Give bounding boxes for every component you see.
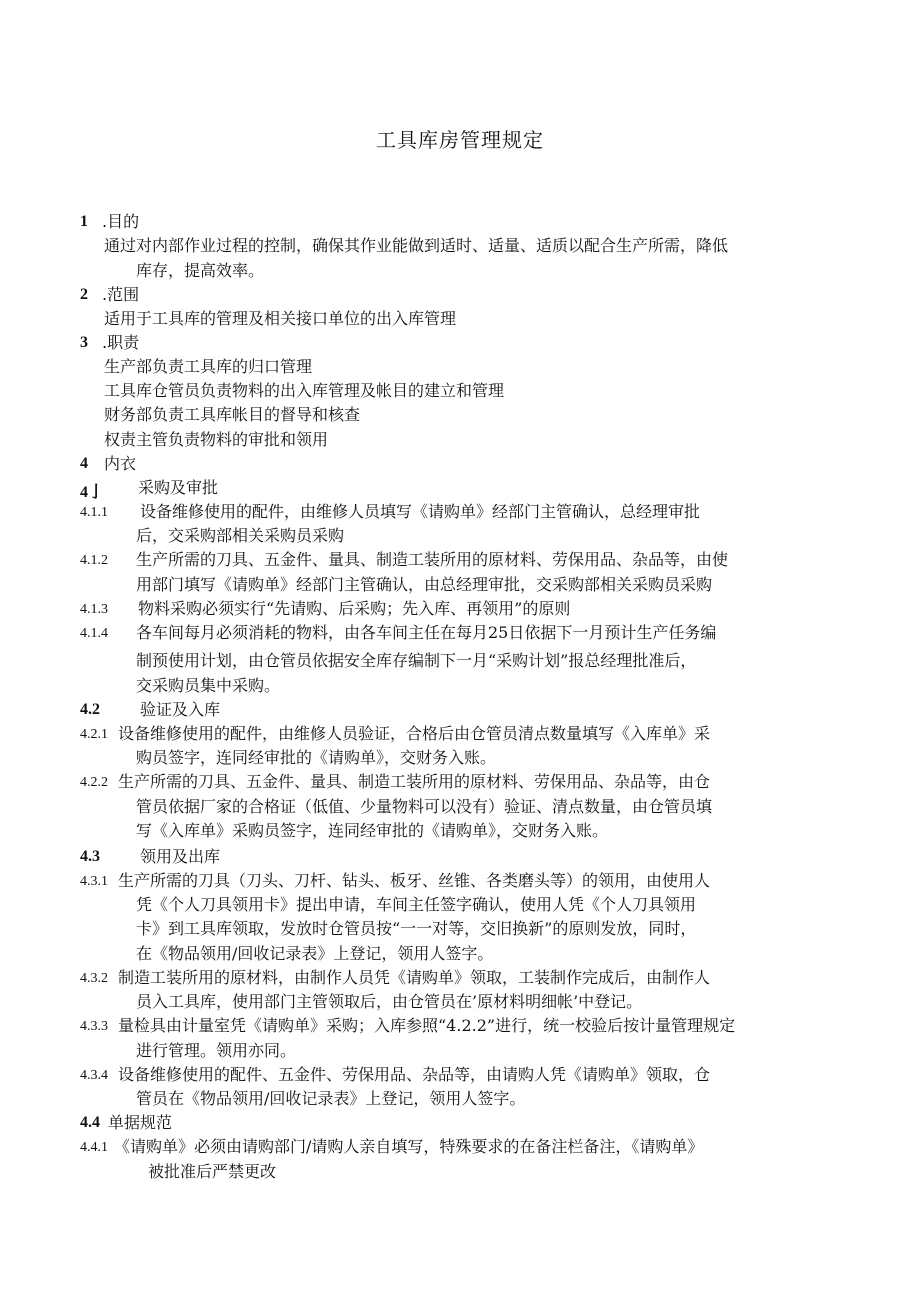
clause-line: 用部门填写《请购单》经部门主管确认，由总经理审批，交采购部相关采购员采购 (136, 575, 713, 594)
clause-number: 4.1.2 (80, 553, 108, 568)
clause-number: 4.4.1 (80, 1140, 108, 1155)
clause-line: 生产所需的刀具、五金件、量具、制造工装所用的原材料、劳保用品、杂品等，由仓 (118, 772, 711, 791)
paragraph-line: 财务部负责工具库帐目的督导和核查 (104, 405, 361, 424)
clause-line: 写《入库单》采购员签字，连同经审批的《请购单》，交财务入账。 (136, 821, 609, 840)
document-title: 工具库房管理规定 (376, 128, 544, 152)
clause-number: 4.2.1 (80, 727, 108, 742)
clause-number: 4.3.3 (80, 1019, 108, 1034)
clause-line: 量检具由计量室凭《请购单》采购；入库参照“4.2.2”进行，统一校验后按计量管理规定 (118, 1016, 736, 1035)
clause-line: 员入工具库，使用部门主管领取后，由仓管员在’原材料明细帐’中登记。 (136, 992, 643, 1011)
subsection-number: 4.4 (80, 1114, 100, 1131)
section-heading: .职责 (102, 333, 140, 352)
section-heading: .范围 (102, 285, 140, 304)
subsection-heading: 采购及审批 (138, 478, 219, 497)
clause-line: 交采购员集中采购。 (136, 676, 281, 695)
subsection-number: 4.2 (80, 701, 100, 718)
clause-line: 被批准后严禁更改 (148, 1162, 277, 1181)
clause-line: 后，交采购部相关采购员采购 (136, 526, 345, 545)
clause-line: 设备维修使用的配件，由维修人员验证，合格后由仓管员清点数量填写《入库单》采 (118, 724, 711, 743)
clause-line: 卡》到工具库领取，发放时仓管员按“一一对等，交旧换新”的原则发放，同时， (136, 919, 697, 938)
section-number: 4 (80, 455, 88, 472)
section-number: 3 (80, 334, 88, 351)
clause-line: 购员签字，连同经审批的《请购单》，交财务入账。 (136, 748, 497, 767)
paragraph-line: 库存，提高效率。 (136, 261, 265, 280)
clause-line: 《请购单》必须由请购部门/请购人亲自填写，特殊要求的在备注栏备注，《请购单》 (114, 1137, 704, 1156)
clause-number: 4.3.1 (80, 874, 108, 889)
clause-line: 生产所需的刀具（刀头、刀杆、钻头、板牙、丝锥、各类磨头等）的领用，由使用人 (118, 871, 711, 890)
paragraph-line: 适用于工具库的管理及相关接口单位的出入库管理 (104, 309, 457, 328)
clause-line: 凭《个人刀具领用卡》提出申请，车间主任签字确认，使用人凭《个人刀具领用 (136, 895, 697, 914)
clause-line: 设备维修使用的配件，由维修人员填写《请购单》经部门主管确认，总经理审批 (140, 502, 701, 521)
subsection-heading: 验证及入库 (140, 700, 221, 719)
paragraph-line: 通过对内部作业过程的控制，确保其作业能做到适时、适量、适质以配合生产所需，降低 (104, 236, 729, 255)
clause-line: 进行管理。领用亦同。 (136, 1041, 297, 1060)
clause-number: 4.3.2 (80, 971, 108, 986)
clause-line: 设备维修使用的配件、五金件、劳保用品、杂品等，由请购人凭《请购单》领取，仓 (118, 1065, 711, 1084)
clause-line: 生产所需的刀具、五金件、量具、制造工装所用的原材料、劳保用品、杂品等，由使 (136, 550, 729, 569)
clause-line: 制造工装所用的原材料，由制作人员凭《请购单》领取，工装制作完成后，由制作人 (118, 968, 711, 987)
clause-line: 各车间每月必须消耗的物料，由各车间主任在每月25日依据下一月预计生产任务编 (136, 623, 717, 642)
clause-number: 4.2.2 (80, 775, 108, 790)
section-heading: 内衣 (104, 454, 137, 473)
subsection-heading: 单据规范 (108, 1113, 173, 1132)
clause-line: 管员依据厂家的合格证（低值、少量物料可以没有）验证、清点数量，由仓管员填 (136, 797, 713, 816)
clause-number: 4.1.1 (80, 505, 108, 520)
clause-line: 制预使用计划，由仓管员依据安全库存编制下一月“采购计划”报总经理批准后， (136, 651, 697, 670)
paragraph-line: 工具库仓管员负责物料的出入库管理及帐目的建立和管理 (104, 381, 505, 400)
section-number: 2 (80, 286, 88, 303)
section-number: 1 (80, 213, 88, 230)
clause-number: 4.3.4 (80, 1068, 108, 1083)
subsection-number: 4.3 (80, 848, 100, 865)
clause-number: 4.1.3 (80, 602, 108, 617)
paragraph-line: 权责主管负责物料的审批和领用 (104, 430, 329, 449)
paragraph-line: 生产部负责工具库的归口管理 (104, 357, 313, 376)
clause-line: 物料采购必须实行“先请购、后采购；先入库、再领用”的原则 (138, 599, 571, 618)
clause-number: 4.1.4 (80, 626, 108, 641)
subsection-heading: 领用及出库 (140, 847, 221, 866)
clause-line: 管员在《物品领用/回收记录表》上登记，领用人签字。 (136, 1089, 526, 1108)
clause-line: 在《物品领用/回收记录表》上登记，领用人签字。 (136, 944, 494, 963)
subsection-number: 4亅 (80, 484, 105, 501)
section-heading: .目的 (102, 212, 140, 231)
